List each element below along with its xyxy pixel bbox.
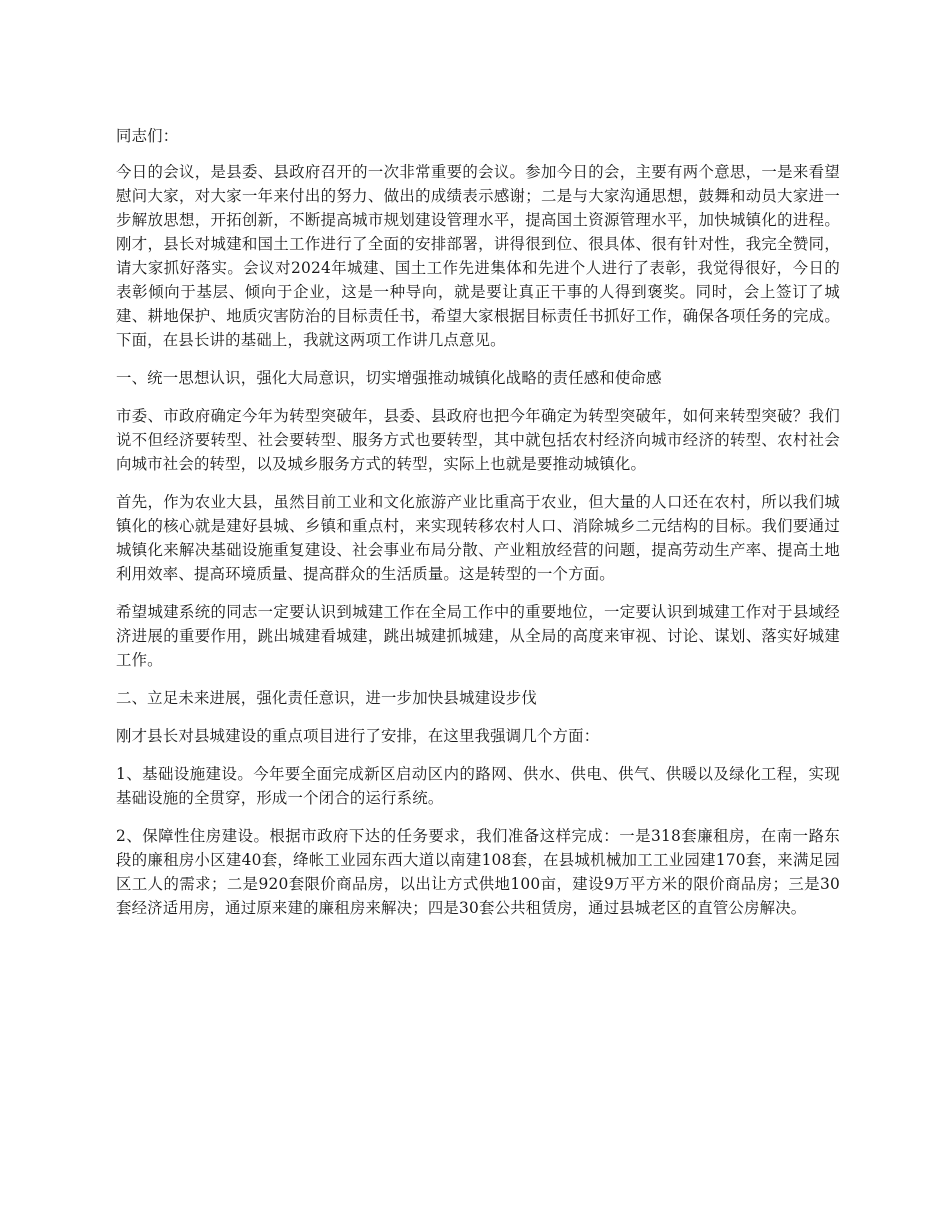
paragraph-transformation: 市委、市政府确定今年为转型突破年，县委、县政府也把今年确定为转型突破年，如何来转型突破？我们说不但经济要转型、社会要转型、服务方式也要转型，其中就包括农村经济向城市经济的转型、农村社会向城市社会的转型，以及城乡服务方式的转型，实际上也就是要推动城镇化。: [116, 407, 840, 473]
list-item-housing: 2、保障性住房建设。根据市政府下达的任务要求，我们准备这样完成：一是318套廉租房，在南一路东段的廉租房小区建40套，绛帐工业园东西大道以南建108套，在县城机械加工工业园建170套，来满足园区工人的需求；二是920套限价商品房，以出让方式供地100亩，建设9万平方米的限价商品房；三是30套经济适用房，通过原来建的廉租房来解决；四是30套公共租赁房，通过县城老区的直管公房解决。: [116, 827, 840, 917]
section-heading-2: 二、立足未来进展，强化责任意识，进一步加快县城建设步伐: [116, 689, 537, 707]
paragraph-emphasis: 刚才县长对县城建设的重点项目进行了安排，在这里我强调几个方面：: [116, 727, 600, 745]
paragraph-intro: 今日的会议，是县委、县政府召开的一次非常重要的会议。参加今日的会，主要有两个意思，一是来看望慰问大家，对大家一年来付出的努力、做出的成绩表示感谢；二是与大家沟通思想，鼓舞和动员大家进一步解放思想，开拓创新，不断提高城市规划建设管理水平，提高国土资源管理水平，加快城镇化的进程。刚才，县长对城建和国土工作进行了全面的安排部署，讲得很到位、很具体、很有针对性，我完全赞同，请大家抓好落实。会议对2024年城建、国土工作先进集体和先进个人进行了表彰，我觉得很好，今日的表彰倾向于基层、倾向于企业，这是一种导向，就是要让真正干事的人得到褒奖。同时，会上签订了城建、耕地保护、地质灾害防治的目标责任书，希望大家根据目标责任书抓好工作，确保各项任务的完成。下面，在县长讲的基础上，我就这两项工作讲几点意见。: [116, 163, 840, 349]
list-item-infrastructure: 1、基础设施建设。今年要全面完成新区启动区内的路网、供水、供电、供气、供暖以及绿化工程，实现基础设施的全贯穿，形成一个闭合的运行系统。: [116, 765, 840, 807]
paragraph-first-point: 首先，作为农业大县，虽然目前工业和文化旅游产业比重高于农业，但大量的人口还在农村，所以我们城镇化的核心就是建好县城、乡镇和重点村，来实现转移农村人口、消除城乡二元结构的目标。我们要通过城镇化来解决基础设施重复建设、社会事业布局分散、产业粗放经营的问题，提高劳动生产率、提高土地利用效率、提高环境质量、提高群众的生活质量。这是转型的一个方面。: [116, 493, 840, 583]
section-heading-1: 一、统一思想认识，强化大局意识，切实增强推动城镇化战略的责任感和使命感: [116, 369, 662, 387]
paragraph-hope: 希望城建系统的同志一定要认识到城建工作在全局工作中的重要地位，一定要认识到城建工作对于县域经济进展的重要作用，跳出城建看城建，跳出城建抓城建，从全局的高度来审视、讨论、谋划、落实好城建工作。: [116, 603, 840, 669]
salutation: 同志们：: [116, 127, 179, 145]
document-body: [116, 124, 840, 934]
